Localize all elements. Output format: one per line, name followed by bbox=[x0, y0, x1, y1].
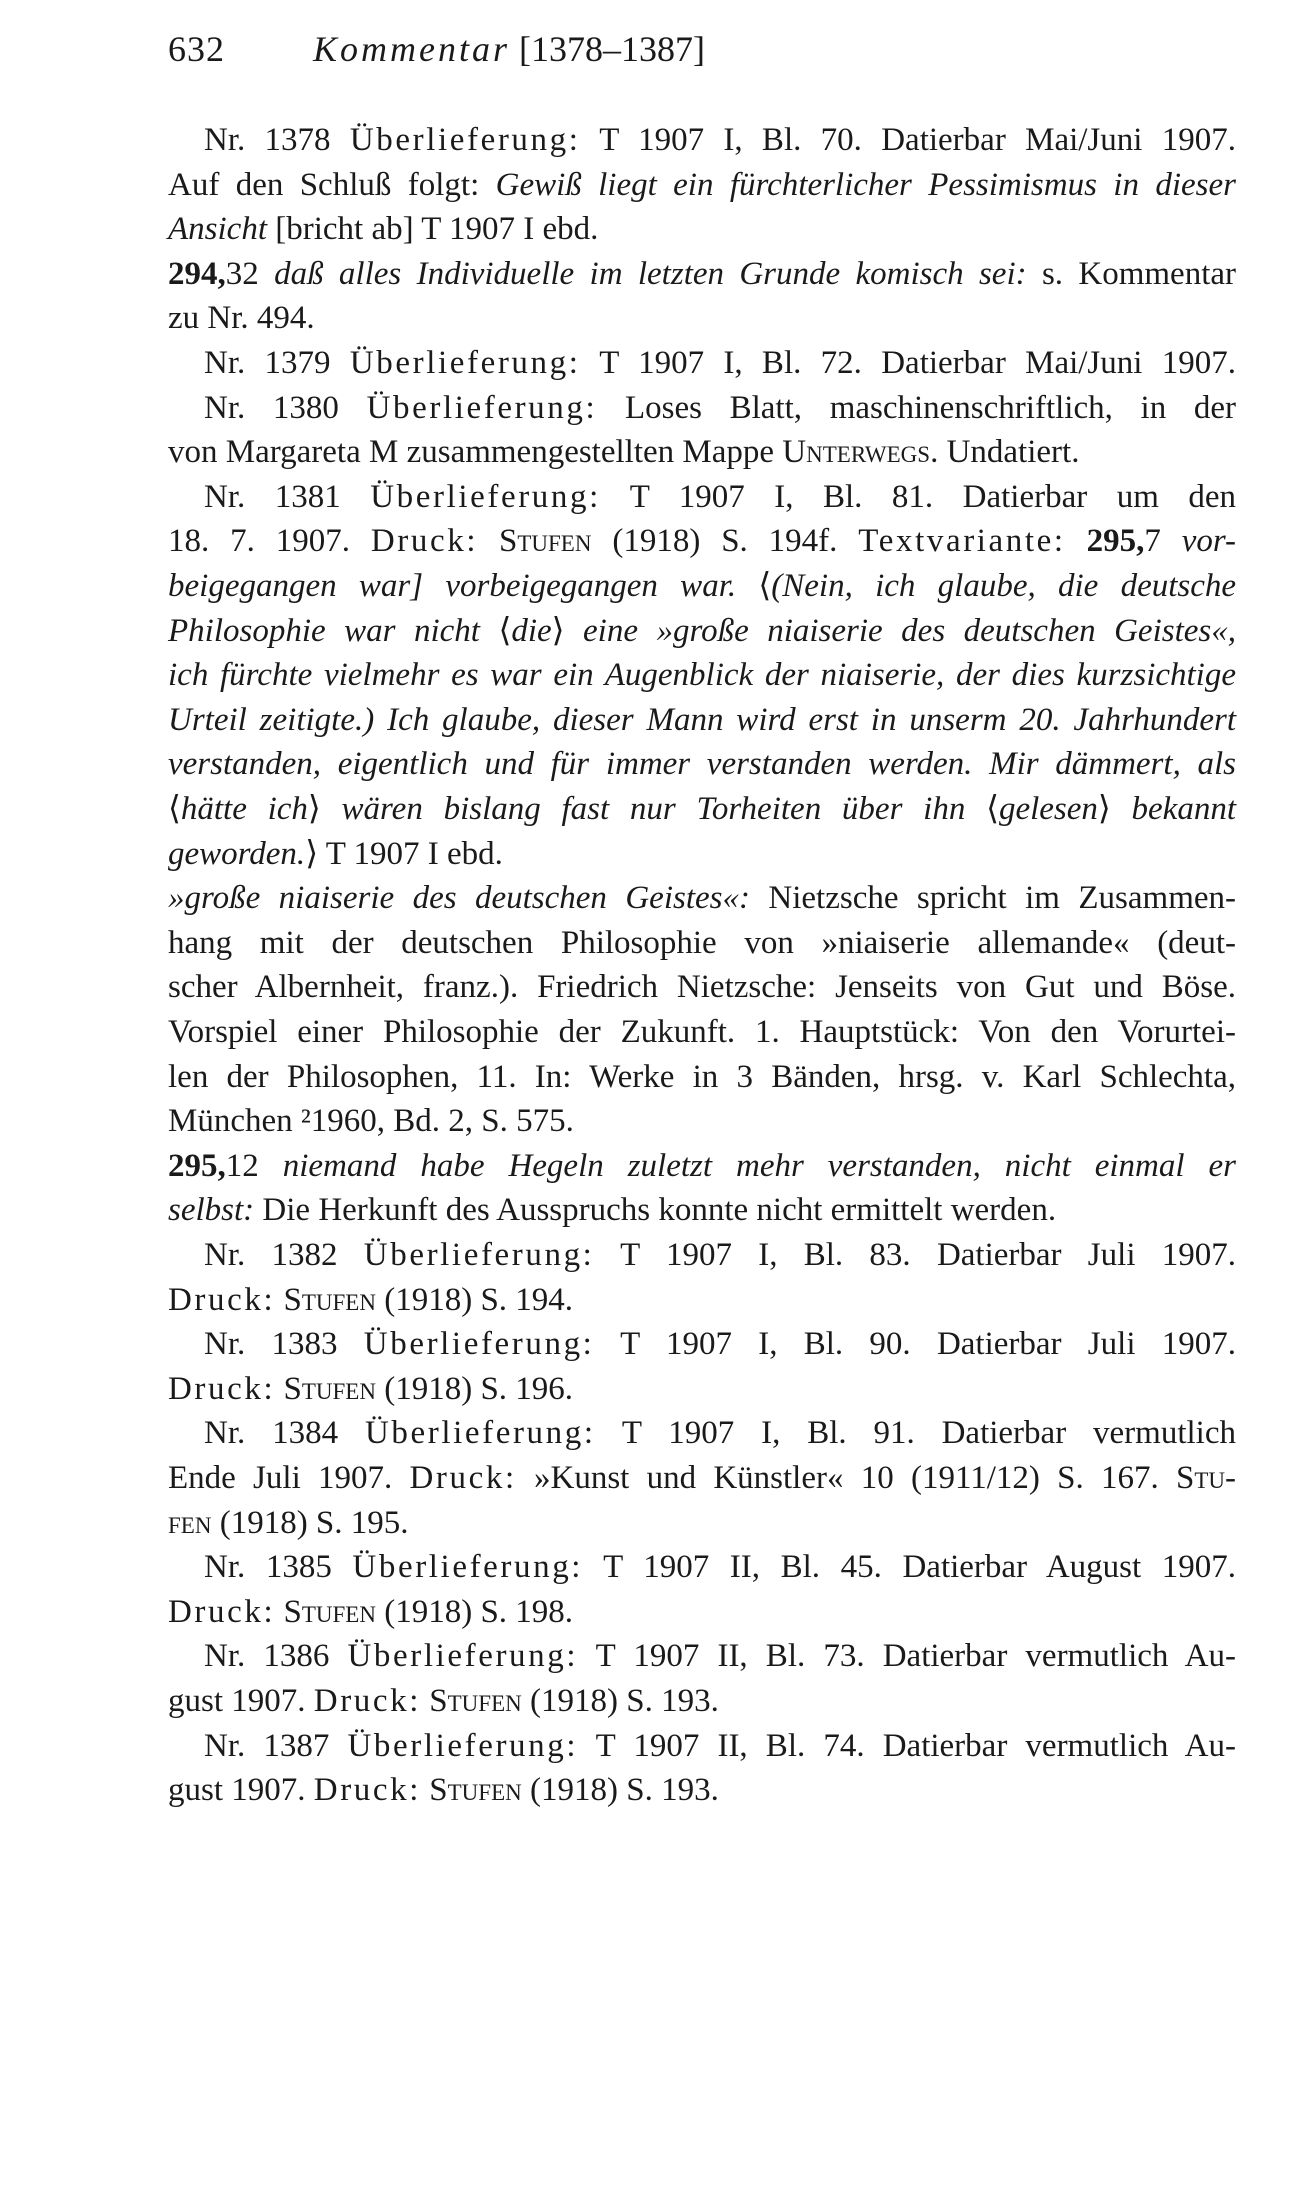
text-line bbox=[168, 207, 1236, 251]
text-line bbox=[204, 118, 1236, 162]
text-line bbox=[168, 1768, 1236, 1812]
text-line bbox=[204, 1233, 1236, 1277]
text-line bbox=[204, 1545, 1236, 1589]
running-title bbox=[313, 28, 705, 70]
spaced-label: Überlieferung: bbox=[370, 478, 601, 515]
text-run: scher Albernheit, franz.). Friedrich Nietzsche: Jenseits von Gut und Böse. bbox=[168, 969, 1236, 1006]
text-line bbox=[204, 1634, 1236, 1678]
italic-run: vorbeigegangen war. bbox=[445, 568, 737, 604]
text-line bbox=[168, 787, 1236, 831]
text-run: ⟩ T 1907 I ebd. bbox=[305, 835, 503, 872]
spaced-label: Überlieferung: bbox=[363, 1237, 595, 1273]
text-run: T 1907 I, Bl. 72. Datierbar Mai/Juni 1907. bbox=[580, 345, 1236, 381]
text-line bbox=[168, 519, 1236, 563]
text-run: T 1907 I, Bl. 81. Datierbar um den bbox=[600, 478, 1236, 515]
spaced-label: Überlieferung: bbox=[366, 389, 598, 426]
italic-run: geworden. bbox=[168, 835, 306, 872]
text-run: (1918) S. 193. bbox=[521, 1772, 719, 1809]
text-run: Nr. 1385 bbox=[204, 1549, 353, 1586]
italic-run: hätte ich bbox=[180, 791, 308, 827]
text-line bbox=[168, 653, 1236, 697]
italic-run: selbst: bbox=[168, 1192, 255, 1229]
italic-run: beigegangen war] bbox=[168, 568, 424, 604]
text-run: Nr. 1381 bbox=[204, 478, 371, 515]
text-run: Loses Blatt, maschinenschriftlich, in der bbox=[597, 389, 1237, 426]
spaced-label: Überlieferung: bbox=[349, 345, 581, 381]
spaced-label: Überlieferung: bbox=[347, 1638, 579, 1675]
text-run: zu Nr. 494. bbox=[168, 300, 315, 337]
text-line bbox=[168, 832, 1236, 876]
text-run: Die Herkunft des Ausspruchs konnte nicht ermittelt werden. bbox=[254, 1192, 1057, 1229]
small-caps-title: Stufen bbox=[429, 1683, 522, 1719]
text-line bbox=[204, 1724, 1236, 1768]
text-run: 7 bbox=[1144, 523, 1182, 560]
text-run: 12 bbox=[225, 1147, 283, 1184]
text-line bbox=[168, 1501, 1236, 1545]
spaced-label: Druck: bbox=[313, 1683, 422, 1719]
text-line bbox=[168, 1590, 1236, 1634]
italic-run: bekannt bbox=[1131, 791, 1236, 827]
text-run: Nr. 1380 bbox=[204, 389, 367, 426]
spaced-label: Überlieferung: bbox=[347, 1727, 579, 1764]
text-run: (1918) S. 194. bbox=[375, 1281, 574, 1318]
text-run bbox=[275, 1371, 283, 1407]
text-run: (1918) S. 193. bbox=[521, 1683, 719, 1719]
text-run: T 1907 I, Bl. 90. Datierbar Juli 1907. bbox=[594, 1326, 1237, 1363]
spaced-label: Überlieferung: bbox=[363, 1326, 595, 1363]
text-run: T 1907 II, Bl. 45. Datierbar August 1907. bbox=[583, 1549, 1236, 1586]
italic-run: gelesen bbox=[998, 791, 1098, 827]
text-line bbox=[168, 876, 1236, 920]
spaced-label: Druck: bbox=[168, 1370, 276, 1407]
text-run: ⟩ bbox=[1097, 791, 1132, 827]
spaced-label: Druck: bbox=[313, 1772, 422, 1809]
text-line bbox=[168, 1144, 1236, 1188]
text-run: Ende Juli 1907. bbox=[168, 1460, 410, 1496]
italic-run: daß alles Individuelle im letzten Grunde komisch sei: bbox=[274, 255, 1027, 292]
text-line bbox=[168, 1367, 1236, 1411]
italic-run: ich fürchte vielmehr es war ein Augenblick der niaiserie, der dies kurzsichtige bbox=[168, 657, 1236, 694]
text-run: Nr. 1384 bbox=[204, 1415, 365, 1452]
small-caps-title: Unterwegs bbox=[782, 434, 931, 471]
text-line bbox=[168, 742, 1236, 786]
spaced-label: Druck: bbox=[370, 523, 479, 560]
text-run: (1918) S. 196. bbox=[375, 1370, 574, 1407]
text-run bbox=[1066, 523, 1087, 559]
text-line bbox=[168, 430, 1236, 474]
running-title-range: [1378–1387] bbox=[519, 29, 705, 69]
italic-run: eine »große niaiserie des deutschen Geistes«, bbox=[564, 612, 1236, 649]
small-caps-title: Stufen bbox=[499, 523, 592, 560]
text-run: ⟩ bbox=[307, 791, 342, 827]
text-run: T 1907 I, Bl. 91. Datierbar vermutlich bbox=[595, 1415, 1236, 1452]
italic-run: wären bislang fast nur Torheiten über ihn bbox=[341, 791, 987, 827]
running-title-text: Kommentar bbox=[313, 29, 510, 69]
italic-run: Urteil zeitigte.) Ich glaube, dieser Mann wird erst in unserm 20. Jahrhundert bbox=[168, 701, 1236, 738]
page-number: 632 bbox=[168, 29, 225, 69]
italic-run: »große niaiserie des deutschen Geistes«: bbox=[168, 880, 750, 917]
text-run: Vorspiel einer Philosophie der Zukunft. 1. Hauptstück: Von den Vorurtei- bbox=[168, 1014, 1236, 1050]
text-run bbox=[275, 1282, 283, 1318]
text-line bbox=[168, 1099, 1236, 1143]
text-line bbox=[168, 1010, 1236, 1054]
italic-run: Philosophie war nicht bbox=[168, 612, 499, 649]
bold-ref: 295, bbox=[168, 1147, 226, 1184]
spaced-label: Druck: bbox=[168, 1593, 276, 1630]
text-run: T 1907 I, Bl. 83. Datierbar Juli 1907. bbox=[594, 1237, 1237, 1273]
text-run: . Undatiert. bbox=[930, 434, 1080, 471]
text-run: von Margareta M zusammengestellten Mappe bbox=[168, 434, 783, 471]
text-line bbox=[168, 698, 1236, 742]
text-run: ⟨ bbox=[498, 612, 512, 649]
text-line bbox=[168, 296, 1236, 340]
text-line bbox=[168, 609, 1236, 653]
text-run: Nietzsche spricht im Zusammen- bbox=[749, 880, 1237, 917]
text-run: ⟩ bbox=[551, 612, 565, 649]
small-caps-title: Stufen bbox=[283, 1370, 376, 1407]
italic-run: Ansicht bbox=[168, 211, 267, 248]
text-run: T 1907 II, Bl. 74. Datierbar vermutlich Au- bbox=[578, 1727, 1236, 1764]
italic-run: Gewiß liegt ein fürchterlicher Pessimismus in dieser bbox=[495, 166, 1236, 203]
italic-run: (Nein, ich glaube, die deutsche bbox=[771, 568, 1237, 604]
text-run: gust 1907. bbox=[168, 1683, 314, 1719]
text-line bbox=[204, 475, 1236, 519]
text-run bbox=[478, 523, 499, 559]
text-run: [bricht ab] T 1907 I ebd. bbox=[266, 211, 599, 248]
text-run: Nr. 1378 bbox=[204, 122, 350, 158]
text-run: T 1907 II, Bl. 73. Datierbar vermutlich Au- bbox=[578, 1638, 1236, 1675]
text-line bbox=[168, 564, 1236, 608]
italic-run: vor- bbox=[1181, 523, 1237, 560]
small-caps-title: fen bbox=[168, 1504, 212, 1541]
text-line bbox=[168, 1055, 1236, 1099]
text-run: Nr. 1386 bbox=[204, 1638, 348, 1675]
text-run: gust 1907. bbox=[168, 1772, 314, 1809]
italic-run: niemand habe Hegeln zuletzt mehr verstanden, nicht einmal er bbox=[282, 1147, 1237, 1184]
spaced-label: Überlieferung: bbox=[349, 122, 581, 158]
text-run: Nr. 1383 bbox=[204, 1326, 364, 1363]
text-run: ⟨ bbox=[736, 568, 772, 604]
text-run: s. Kommentar bbox=[1026, 255, 1237, 292]
text-run bbox=[275, 1594, 283, 1630]
text-line bbox=[168, 965, 1236, 1009]
bold-ref: 295, bbox=[1086, 523, 1145, 560]
italic-run: die bbox=[511, 612, 552, 649]
text-run: Nr. 1379 bbox=[204, 345, 350, 381]
text-run bbox=[423, 568, 445, 604]
text-run: »Kunst und Künstler« 10 (1911/12) S. 167. bbox=[516, 1460, 1176, 1496]
text-run: T 1907 I, Bl. 70. Datierbar Mai/Juni 1907. bbox=[580, 122, 1236, 158]
text-line bbox=[204, 1322, 1236, 1366]
text-line bbox=[168, 163, 1236, 207]
text-run: 32 bbox=[225, 255, 275, 292]
text-run: München ²1960, Bd. 2, S. 575. bbox=[168, 1103, 574, 1140]
spaced-label: Druck: bbox=[168, 1281, 276, 1318]
text-run: ⟨ bbox=[168, 791, 181, 827]
text-run: Auf den Schluß folgt: bbox=[168, 166, 496, 203]
spaced-label: Druck: bbox=[409, 1460, 517, 1496]
text-run: ⟨ bbox=[986, 791, 999, 827]
small-caps-title: Stu- bbox=[1176, 1460, 1237, 1496]
text-line bbox=[204, 386, 1236, 430]
spaced-label: Überlieferung: bbox=[352, 1549, 584, 1586]
text-line bbox=[168, 1679, 1236, 1723]
text-line bbox=[204, 1411, 1236, 1455]
spaced-label: Überlieferung: bbox=[364, 1415, 596, 1452]
spaced-label: Textvariante: bbox=[858, 523, 1066, 560]
text-line bbox=[168, 921, 1236, 965]
text-run: 18. 7. 1907. bbox=[168, 523, 371, 560]
bold-ref: 294, bbox=[168, 255, 226, 292]
text-run: (1918) S. 195. bbox=[211, 1504, 409, 1541]
italic-run: verstanden, eigentlich und für immer verstanden werden. Mir dämmert, als bbox=[168, 746, 1236, 783]
text-line bbox=[168, 1188, 1236, 1232]
text-run: hang mit der deutschen Philosophie von »niaiserie allemande« (deut- bbox=[168, 924, 1236, 961]
text-line bbox=[168, 1278, 1236, 1322]
text-run: Nr. 1387 bbox=[204, 1727, 348, 1764]
text-run: len der Philosophen, 11. In: Werke in 3 Bänden, hrsg. v. Karl Schlechta, bbox=[168, 1058, 1236, 1095]
text-line bbox=[168, 1456, 1236, 1500]
text-run: (1918) S. 194f. bbox=[591, 523, 859, 560]
small-caps-title: Stufen bbox=[283, 1593, 376, 1630]
text-line bbox=[168, 252, 1236, 296]
small-caps-title: Stufen bbox=[283, 1281, 376, 1318]
text-run: (1918) S. 198. bbox=[375, 1593, 574, 1630]
text-line bbox=[204, 341, 1236, 385]
small-caps-title: Stufen bbox=[429, 1772, 522, 1809]
text-run: Nr. 1382 bbox=[204, 1237, 364, 1273]
